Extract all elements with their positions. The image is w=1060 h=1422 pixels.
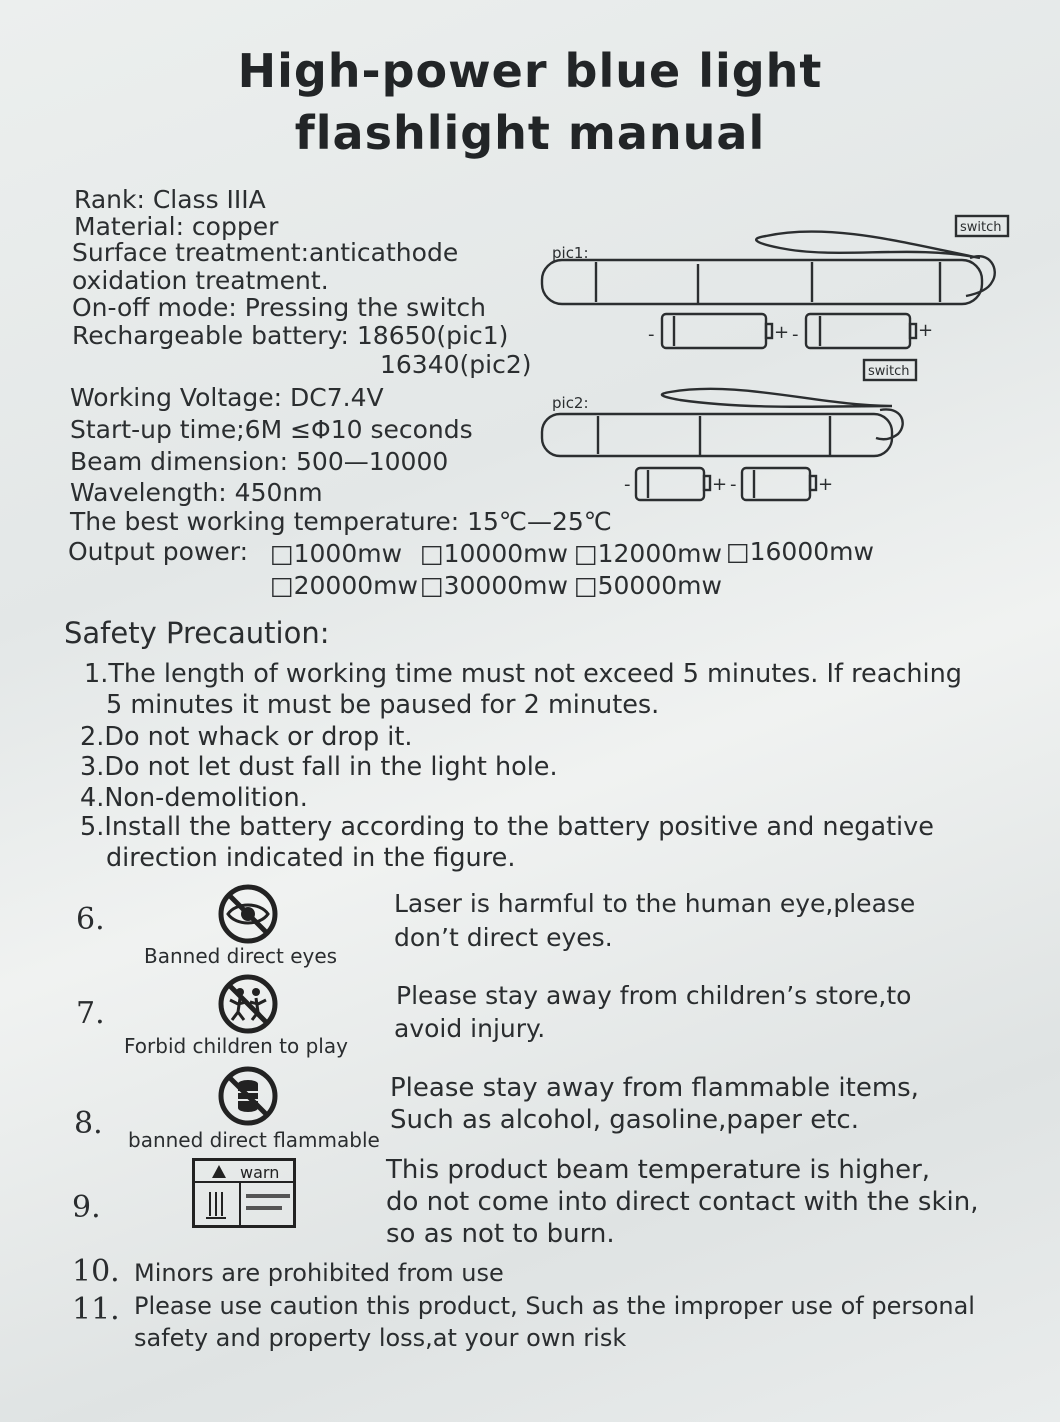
item-text: safety and property loss,at your own risk xyxy=(134,1324,627,1352)
title-line-2: flashlight manual xyxy=(294,106,766,160)
spec-temperature: The best working temperature: 15℃—25℃ xyxy=(70,507,612,536)
output-option: □20000mw xyxy=(270,571,418,600)
safety-rule: 4.Non-demolition. xyxy=(80,783,308,813)
svg-text:-: - xyxy=(730,474,737,495)
pic1-label: pic1: xyxy=(552,244,589,262)
item-caption: Forbid children to play xyxy=(124,1034,348,1058)
spec-voltage: Working Voltage: DC7.4V xyxy=(70,383,384,412)
item-text: so as not to burn. xyxy=(386,1219,615,1249)
svg-text:+: + xyxy=(818,474,834,495)
no-flammable-icon xyxy=(216,1064,280,1128)
flashlight-body-pic2 xyxy=(542,414,892,456)
spec-battery-2: 16340(pic2) xyxy=(380,350,532,379)
spec-surface-1: Surface treatment:anticathode xyxy=(72,238,459,267)
item-number: 11. xyxy=(72,1292,120,1327)
safety-heading: Safety Precaution: xyxy=(64,616,330,650)
spec-battery-1: Rechargeable battery: 18650(pic1) xyxy=(72,321,509,350)
warn-label-icon xyxy=(192,1158,296,1228)
switch-label-pic1: switch xyxy=(960,220,1002,235)
item-number: 7. xyxy=(76,996,105,1031)
output-option: □50000mw xyxy=(574,571,722,600)
output-option: □1000mw xyxy=(270,539,403,568)
output-option: □16000mw xyxy=(726,537,874,566)
item-number: 8. xyxy=(74,1106,103,1141)
svg-text:+: + xyxy=(918,320,934,341)
output-option: □10000mw xyxy=(420,539,568,568)
item-text: This product beam temperature is higher, xyxy=(386,1155,931,1185)
battery-16340-a xyxy=(636,468,704,500)
battery-16340-b xyxy=(742,468,810,500)
svg-text:-: - xyxy=(624,474,631,495)
safety-rule: 5 minutes it must be paused for 2 minutes. xyxy=(106,690,660,720)
item-text: Please stay away from children’s store,to xyxy=(396,981,912,1010)
battery-18650-a xyxy=(662,314,766,348)
svg-text:-: - xyxy=(792,324,799,345)
safety-rule: 1.The length of working time must not exceed 5 minutes. If reaching xyxy=(84,659,962,689)
spec-onoff: On-off mode: Pressing the switch xyxy=(72,293,486,322)
spec-startup: Start-up time;6M ≤Φ10 seconds xyxy=(70,415,473,444)
safety-rule: 5.Install the battery according to the battery positive and negative xyxy=(80,812,934,842)
flashlight-diagram xyxy=(530,210,1030,510)
spec-output-label: Output power: xyxy=(68,537,249,566)
spec-material: Material: copper xyxy=(74,212,279,241)
svg-text:-: - xyxy=(648,324,655,345)
flashlight-body-pic1 xyxy=(542,260,982,304)
battery-18650-b xyxy=(806,314,910,348)
pic2-label: pic2: xyxy=(552,394,589,412)
no-children-icon xyxy=(216,972,280,1036)
banned-eye-icon xyxy=(216,882,280,946)
item-text: Such as alcohol, gasoline,paper etc. xyxy=(390,1105,859,1135)
spec-rank: Rank: Class IIIA xyxy=(74,185,266,214)
item-number: 6. xyxy=(76,902,105,937)
spec-wavelength: Wavelength: 450nm xyxy=(70,478,323,507)
item-text: avoid injury. xyxy=(394,1014,546,1043)
item-number: 10. xyxy=(72,1254,120,1289)
item-text: don’t direct eyes. xyxy=(394,923,613,952)
item-caption: Banned direct eyes xyxy=(144,944,338,968)
item-text: Please use caution this product, Such as the improper use of personal xyxy=(134,1292,975,1320)
item-text: do not come into direct contact with the skin, xyxy=(386,1187,979,1217)
output-option: □30000mw xyxy=(420,571,568,600)
title-line-1: High-power blue light xyxy=(237,44,823,98)
warn-text: warn xyxy=(240,1163,280,1182)
item-text: Please stay away from flammable items, xyxy=(390,1073,919,1103)
item-text: Minors are prohibited from use xyxy=(134,1259,504,1287)
item-text: Laser is harmful to the human eye,please xyxy=(394,889,916,918)
safety-rule: 2.Do not whack or drop it. xyxy=(80,722,413,752)
output-option: □12000mw xyxy=(574,539,722,568)
svg-text:+: + xyxy=(774,322,790,343)
safety-rule: direction indicated in the figure. xyxy=(106,843,516,873)
switch-label-pic2: switch xyxy=(868,364,910,379)
spec-surface-2: oxidation treatment. xyxy=(72,266,329,295)
spec-beam: Beam dimension: 500—10000 xyxy=(70,447,449,476)
svg-text:+: + xyxy=(712,474,728,495)
item-number: 9. xyxy=(72,1190,101,1225)
item-caption: banned direct flammable xyxy=(128,1128,380,1152)
safety-rule: 3.Do not let dust fall in the light hole. xyxy=(80,752,558,782)
